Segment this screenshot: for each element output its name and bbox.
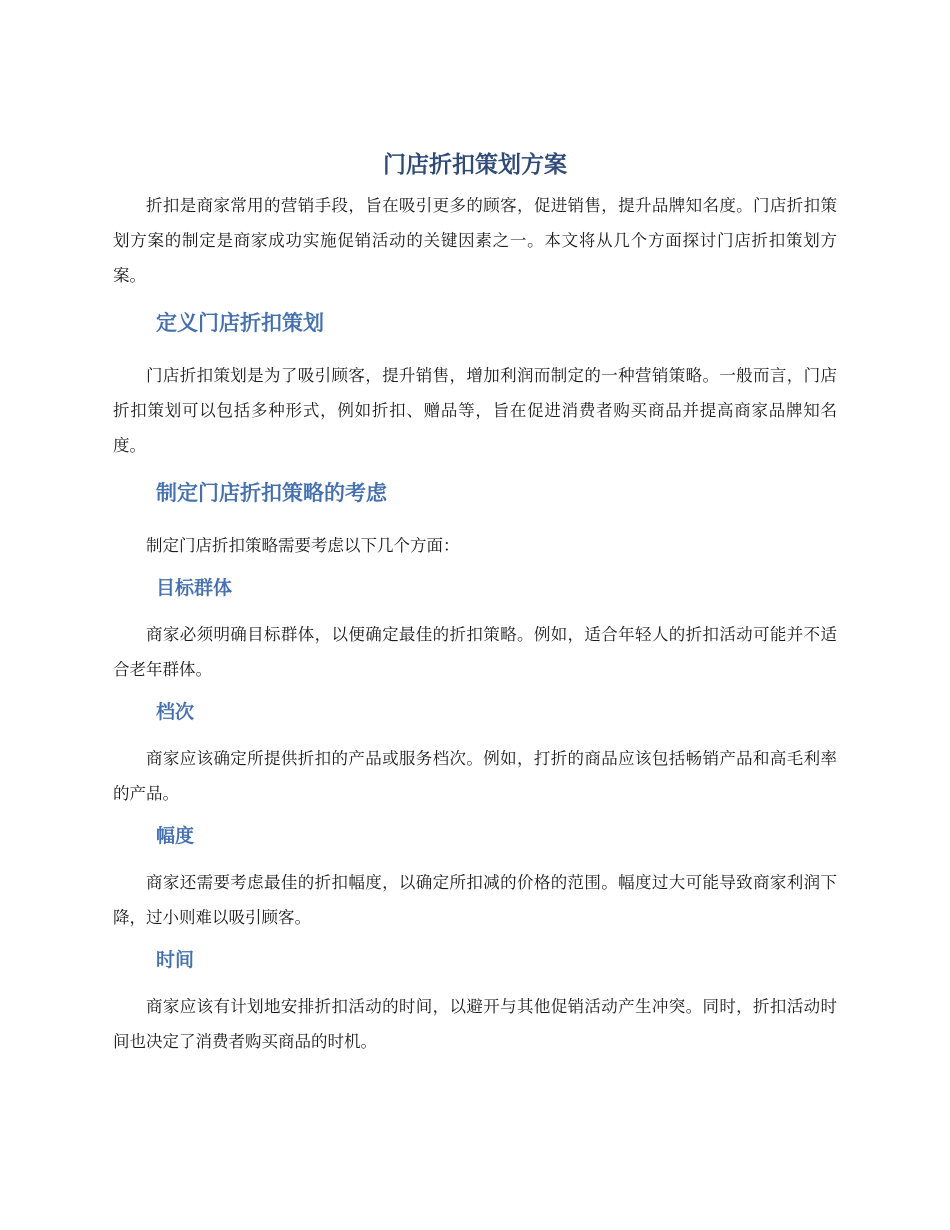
section-definition: [113, 306, 837, 463]
document-title: 门店折扣策划方案: [383, 152, 567, 178]
section-paragraph: 门店折扣策划是为了吸引顾客，提升销售，增加利润而制定的一种营销策略。一般而言，门店折扣策划可以包括多种形式，例如折扣、赠品等，旨在促进消费者购买商品并提高商家品牌知名度。: [113, 366, 837, 455]
intro-paragraph: 折扣是商家常用的营销手段，旨在吸引更多的顾客，促进销售，提升品牌知名度。门店折扣策划方案的制定是商家成功实施促销活动的关键因素之一。本文将从几个方面探讨门店折扣策划方案。: [113, 196, 837, 285]
subsection-heading: 档次: [156, 701, 195, 723]
subsection-paragraph: 商家应该确定所提供折扣的产品或服务档次。例如，打折的商品应该包括畅销产品和高毛利率的产品。: [113, 749, 837, 803]
subsection-paragraph: 商家还需要考虑最佳的折扣幅度，以确定所扣减的价格的范围。幅度过大可能导致商家利润下降，过小则难以吸引顾客。: [113, 873, 837, 927]
subsection-paragraph: 商家应该有计划地安排折扣活动的时间，以避开与其他促销活动产生冲突。同时，折扣活动时间也决定了消费者购买商品的时机。: [113, 997, 837, 1051]
section-heading: 定义门店折扣策划: [156, 311, 324, 335]
subsection-grade: [113, 697, 837, 811]
subsection-magnitude: [113, 821, 837, 935]
intro-block: [113, 188, 837, 293]
subsection-heading: 幅度: [156, 825, 195, 847]
section-heading: 制定门店折扣策略的考虑: [156, 481, 387, 505]
subsection-timing: [113, 945, 837, 1059]
subsection-heading: 时间: [156, 949, 195, 971]
subsection-target-group: [113, 573, 837, 687]
section-considerations: [113, 476, 837, 1059]
section-paragraph: 制定门店折扣策略需要考虑以下几个方面：: [146, 536, 460, 555]
subsection-paragraph: 商家必须明确目标群体，以便确定最佳的折扣策略。例如，适合年轻人的折扣活动可能并不适合老年群体。: [113, 625, 837, 679]
subsection-heading: 目标群体: [156, 577, 233, 599]
